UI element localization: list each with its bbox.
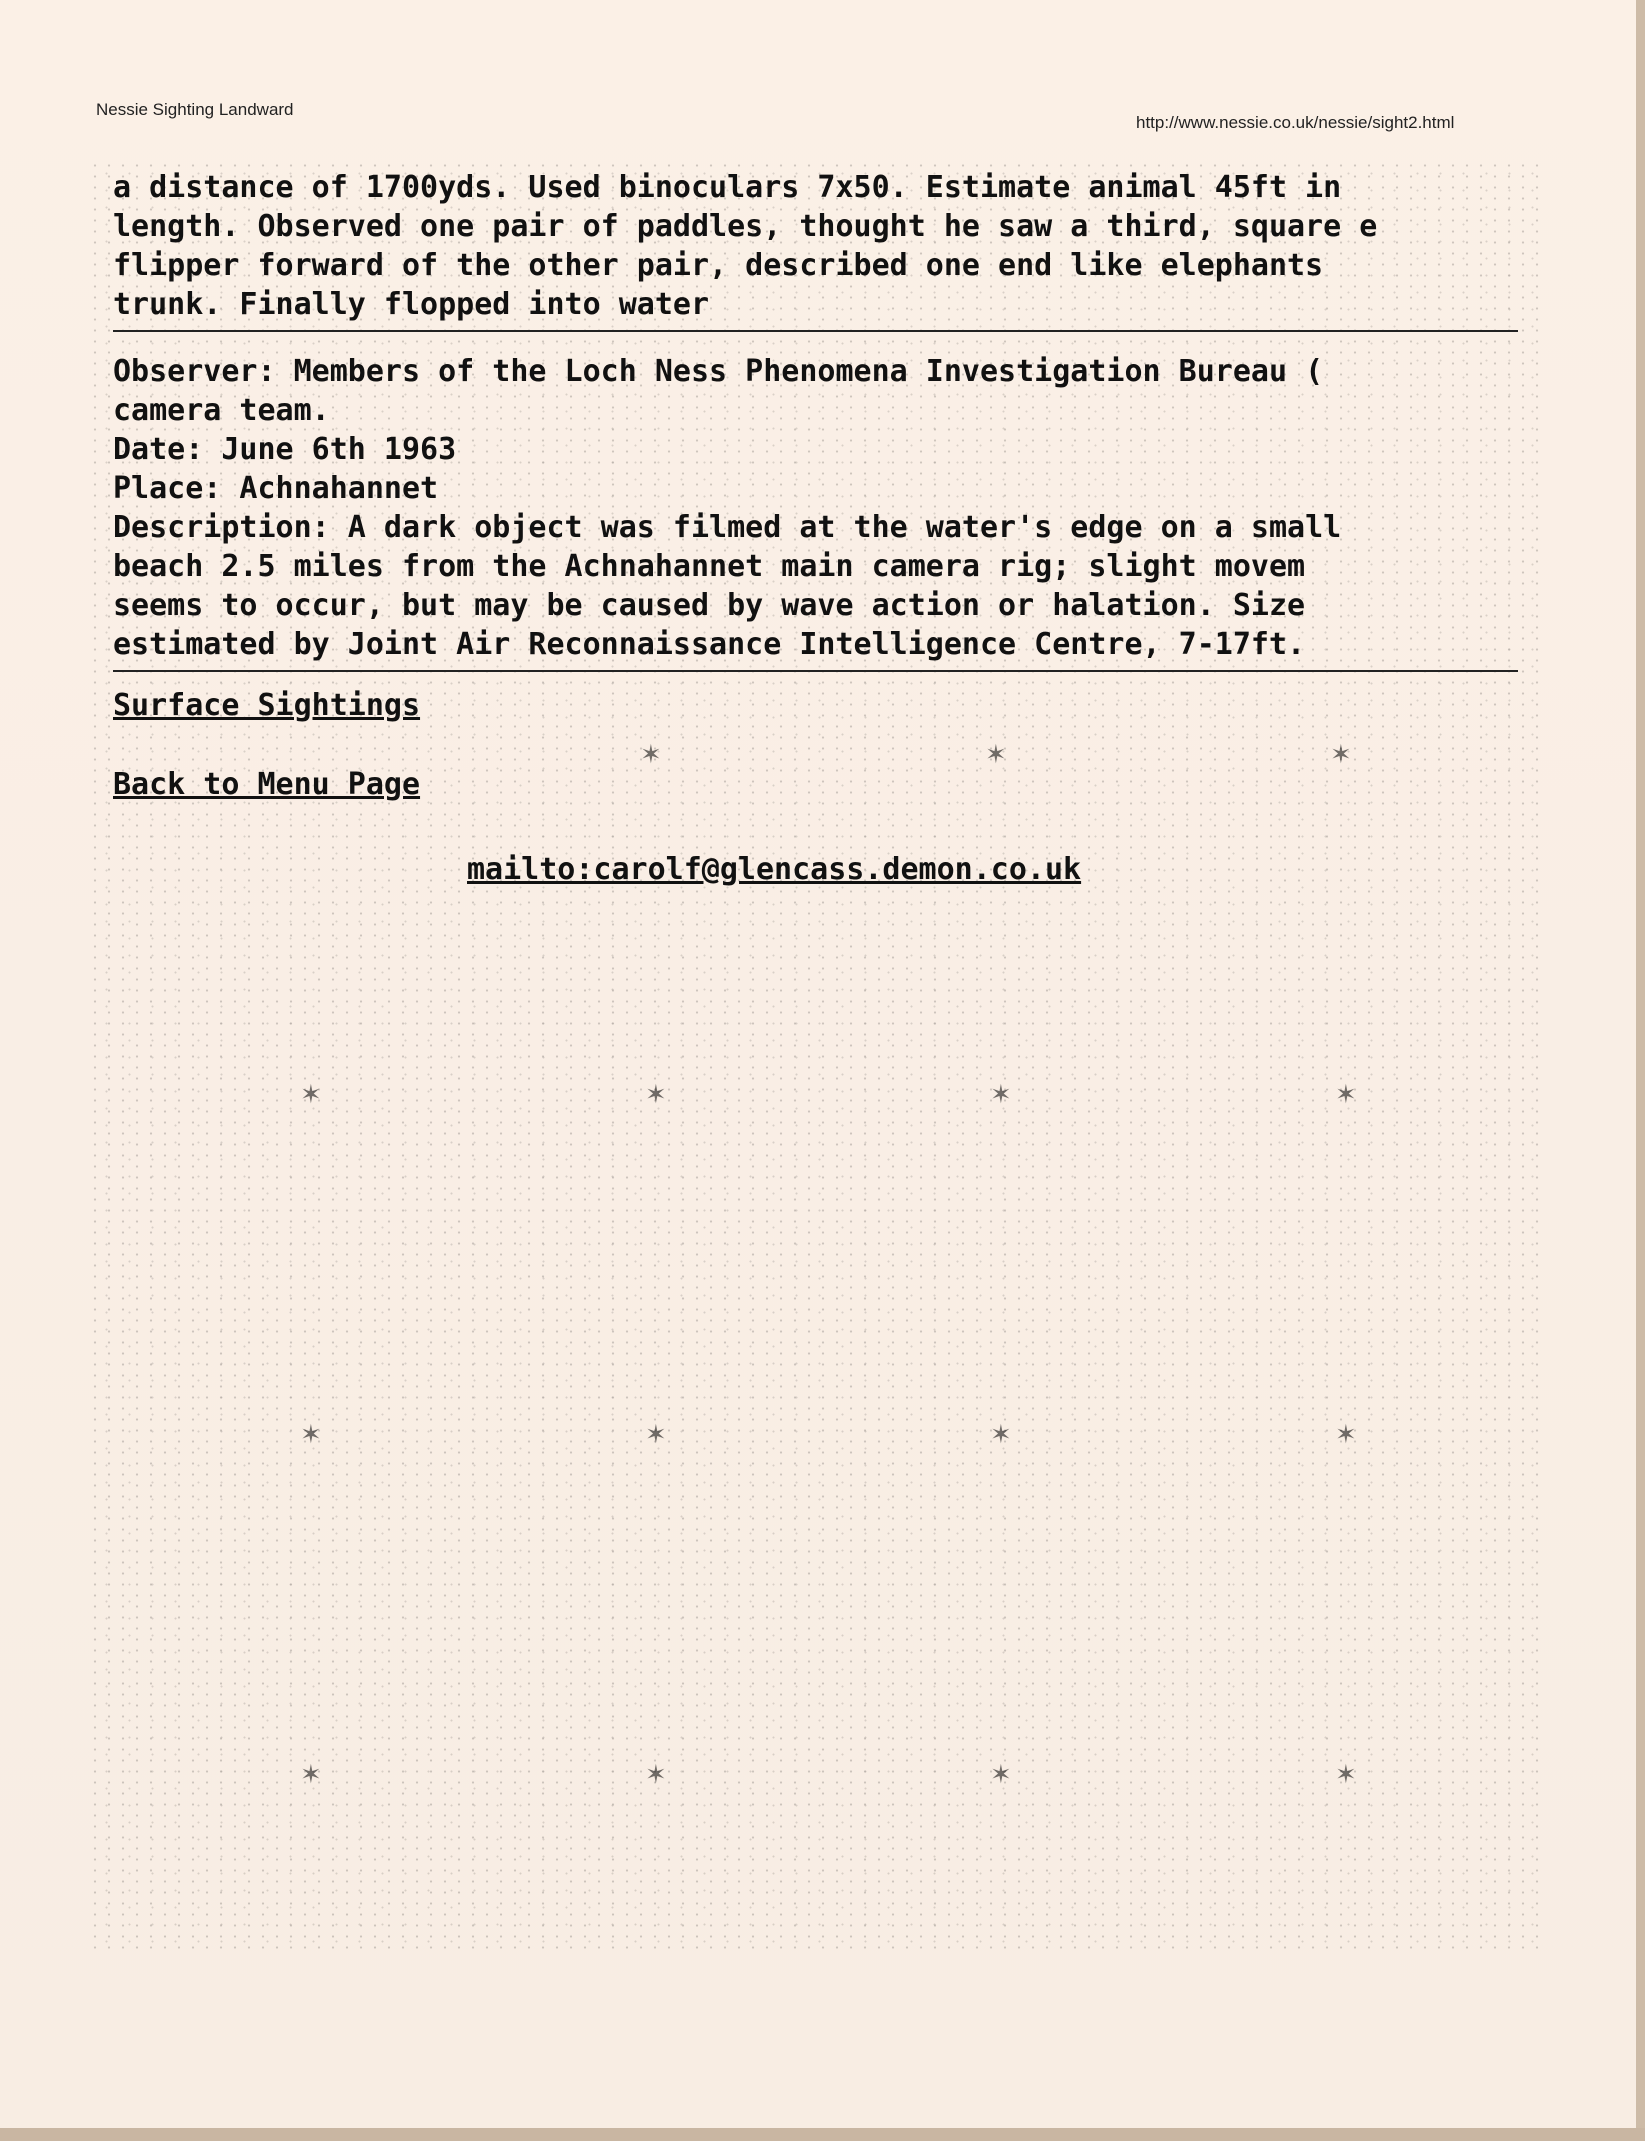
horizontal-divider bbox=[113, 670, 1518, 672]
decorative-star-mark: ✶ bbox=[985, 740, 1007, 770]
decorative-star-mark: ✶ bbox=[645, 1760, 667, 1790]
place-label: Place: bbox=[113, 471, 222, 506]
place-value: Achnahannet bbox=[221, 471, 439, 506]
first-entry bbox=[113, 168, 1543, 324]
scan-edge-right bbox=[1636, 0, 1645, 2141]
decorative-star-mark: ✶ bbox=[1330, 740, 1352, 770]
decorative-star-mark: ✶ bbox=[1335, 1760, 1357, 1790]
entry-text-line: a distance of 1700yds. Used binoculars 7x50. Estimate animal 45ft in bbox=[113, 170, 1342, 205]
entry-text-line: length. Observed one pair of paddles, thought he saw a third, square e bbox=[113, 209, 1378, 244]
description-label: Description: bbox=[113, 510, 330, 545]
decorative-star-mark: ✶ bbox=[640, 740, 662, 770]
mailto-link[interactable]: mailto:carolf@glencass.demon.co.uk bbox=[467, 852, 1082, 887]
horizontal-divider bbox=[113, 330, 1518, 332]
description-continuation: estimated by Joint Air Reconnaissance Intelligence Centre, 7-17ft. bbox=[113, 627, 1306, 662]
decorative-star-mark: ✶ bbox=[645, 1080, 667, 1110]
decorative-star-mark: ✶ bbox=[300, 1420, 322, 1450]
description-line bbox=[113, 508, 1543, 547]
date-line bbox=[113, 430, 1543, 469]
decorative-star-mark: ✶ bbox=[1335, 1420, 1357, 1450]
description-value: A dark object was filmed at the water's edge on a small bbox=[329, 510, 1342, 545]
nav-links bbox=[113, 686, 1543, 804]
decorative-star-mark: ✶ bbox=[1335, 1080, 1357, 1110]
observer-continuation: camera team. bbox=[113, 393, 330, 428]
back-to-menu-link[interactable]: Back to Menu Page bbox=[113, 767, 421, 802]
entry-text-line: flipper forward of the other pair, described one end like elephants bbox=[113, 248, 1324, 283]
scan-edge-bottom bbox=[0, 2128, 1645, 2141]
second-entry bbox=[113, 352, 1543, 664]
surface-sightings-link[interactable]: Surface Sightings bbox=[113, 688, 421, 723]
date-value: June 6th 1963 bbox=[203, 432, 457, 467]
entry-text-line: trunk. Finally flopped into water bbox=[113, 287, 710, 322]
observer-label: Observer: bbox=[113, 354, 276, 389]
date-label: Date: bbox=[113, 432, 204, 467]
decorative-star-mark: ✶ bbox=[990, 1080, 1012, 1110]
decorative-star-mark: ✶ bbox=[300, 1080, 322, 1110]
page-header-url: http://www.nessie.co.uk/nessie/sight2.html bbox=[1136, 113, 1455, 132]
description-continuation: seems to occur, but may be caused by wave action or halation. Size bbox=[113, 588, 1306, 623]
decorative-star-mark: ✶ bbox=[300, 1760, 322, 1790]
observer-value: Members of the Loch Ness Phenomena Investigation Bureau ( bbox=[275, 354, 1324, 389]
decorative-star-mark: ✶ bbox=[990, 1760, 1012, 1790]
decorative-star-mark: ✶ bbox=[645, 1420, 667, 1450]
observer-line bbox=[113, 352, 1543, 391]
decorative-star-mark: ✶ bbox=[990, 1420, 1012, 1450]
page-header-title: Nessie Sighting Landward bbox=[96, 100, 294, 119]
sighting-content bbox=[113, 168, 1543, 804]
place-line bbox=[113, 469, 1543, 508]
description-continuation: beach 2.5 miles from the Achnahannet main camera rig; slight movem bbox=[113, 549, 1306, 584]
